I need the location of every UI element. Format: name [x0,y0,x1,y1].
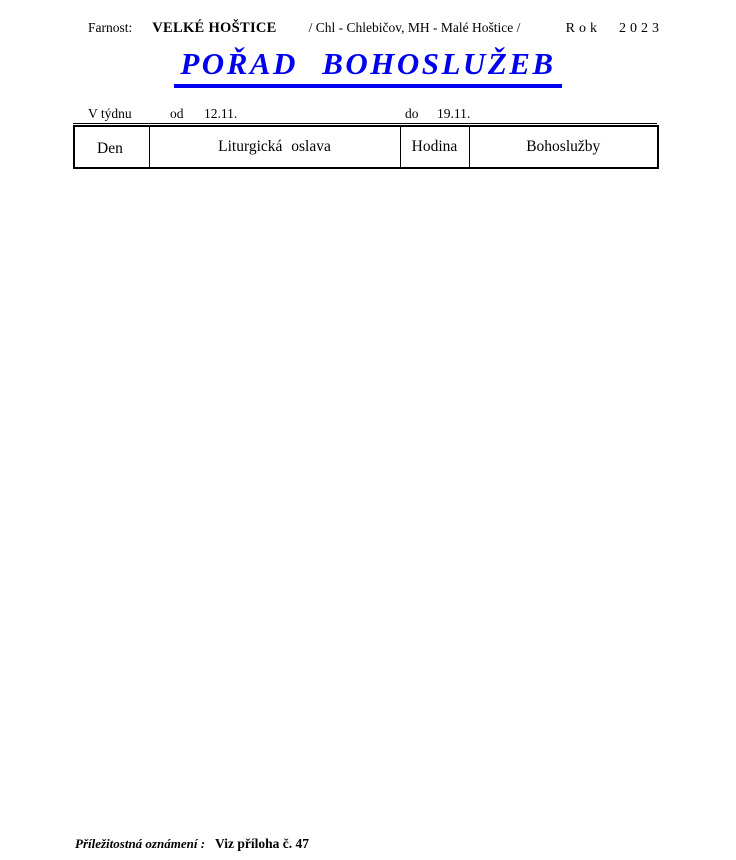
footer-label: Příležitostná oznámení : [75,836,206,851]
week-from-date: 12.11. [204,106,238,121]
farnost-label: Farnost: [88,20,133,35]
column-header-den: Den [74,126,149,168]
column-header-bohosluzby: Bohoslužby [469,126,658,168]
footer-note [75,836,309,852]
week-to-label: do [405,106,419,121]
week-range-line [73,105,657,124]
title-wrapper [0,46,736,88]
week-from-label: od [170,106,184,121]
column-header-liturgicka-oslava: Liturgická oslava [149,126,400,168]
year-value: 2023 [619,21,663,36]
year-label: Rok [565,21,601,36]
year-group [566,21,663,37]
parish-note: / Chl - Chlebičov, MH - Malé Hoštice / [308,20,521,35]
week-to-date: 19.11. [437,106,471,121]
page-title: POŘAD BOHOSLUŽEB [174,46,561,88]
table-header-row [74,126,658,168]
document-header [88,20,663,37]
parish-name: VELKÉ HOŠTICE [152,20,277,36]
footer-value: Viz příloha č. 47 [215,836,310,851]
week-label: V týdnu [88,106,132,121]
column-header-hodina: Hodina [400,126,469,168]
schedule-table [73,125,659,169]
